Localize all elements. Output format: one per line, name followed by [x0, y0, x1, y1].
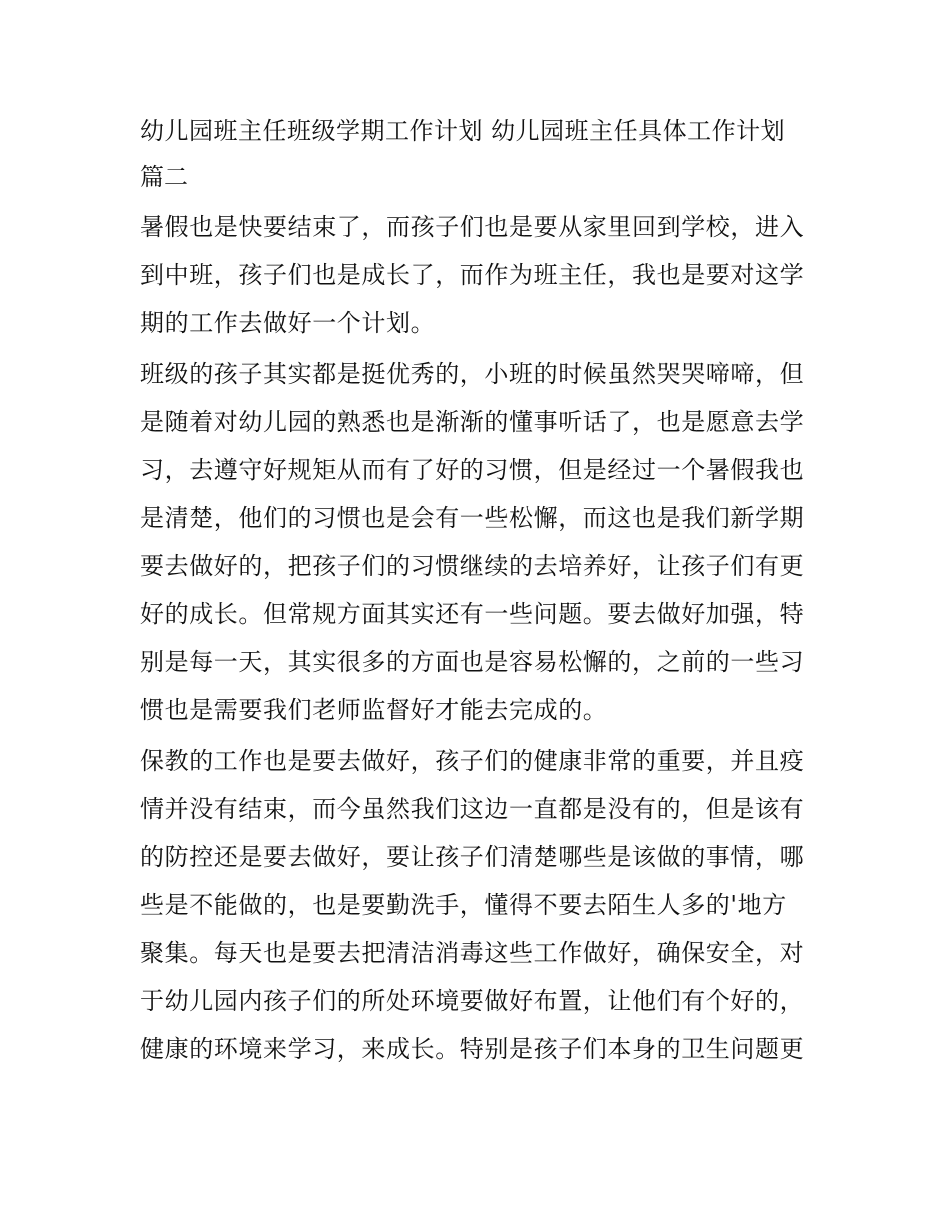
paragraph-line: 好的成长。但常规方面其实还有一些问题。要去做好加强，特	[140, 600, 805, 628]
paragraph-line: 期的工作去做好一个计划。	[140, 309, 436, 337]
paragraph-line: 的防控还是要去做好，要让孩子们清楚哪些是该做的事情，哪	[140, 843, 805, 871]
paragraph-line: 些是不能做的，也是要勤洗手，懂得不要去陌生人多的'地方	[140, 891, 787, 919]
paragraph-line: 习，去遵守好规矩从而有了好的习惯，但是经过一个暑假我也	[140, 456, 805, 484]
paragraph-1	[140, 203, 812, 347]
paragraph-line: 是清楚，他们的习惯也是会有一些松懈，而这也是我们新学期	[140, 504, 805, 532]
paragraph-line: 健康的环境来学习，来成长。特别是孩子们本身的卫生问题更	[140, 1035, 805, 1063]
paragraph-line: 是随着对幼儿园的熟悉也是渐渐的懂事听话了，也是愿意去学	[140, 408, 805, 436]
paragraph-3	[140, 737, 812, 1073]
paragraph-line: 聚集。每天也是要去把清洁消毒这些工作做好，确保安全，对	[140, 939, 805, 967]
paragraph-2	[140, 350, 812, 734]
paragraph-line: 班级的孩子其实都是挺优秀的，小班的时候虽然哭哭啼啼，但	[140, 360, 805, 388]
paragraph-line: 到中班，孩子们也是成长了，而作为班主任，我也是要对这学	[140, 261, 805, 289]
paragraph-line: 于幼儿园内孩子们的所处环境要做好布置，让他们有个好的，	[140, 987, 805, 1015]
paragraph-line: 别是每一天，其实很多的方面也是容易松懈的，之前的一些习	[140, 648, 805, 676]
document-subtitle: 篇二	[140, 163, 188, 191]
paragraph-line: 情并没有结束，而今虽然我们这边一直都是没有的，但是该有	[140, 795, 805, 823]
paragraph-line: 要去做好的，把孩子们的习惯继续的去培养好，让孩子们有更	[140, 552, 805, 580]
document-title: 幼儿园班主任班级学期工作计划 幼儿园班主任具体工作计划	[140, 117, 786, 145]
paragraph-line: 暑假也是快要结束了，而孩子们也是要从家里回到学校，进入	[140, 213, 805, 241]
paragraph-line: 保教的工作也是要去做好，孩子们的健康非常的重要，并且疫	[140, 747, 805, 775]
paragraph-line: 惯也是需要我们老师监督好才能去完成的。	[140, 696, 608, 724]
